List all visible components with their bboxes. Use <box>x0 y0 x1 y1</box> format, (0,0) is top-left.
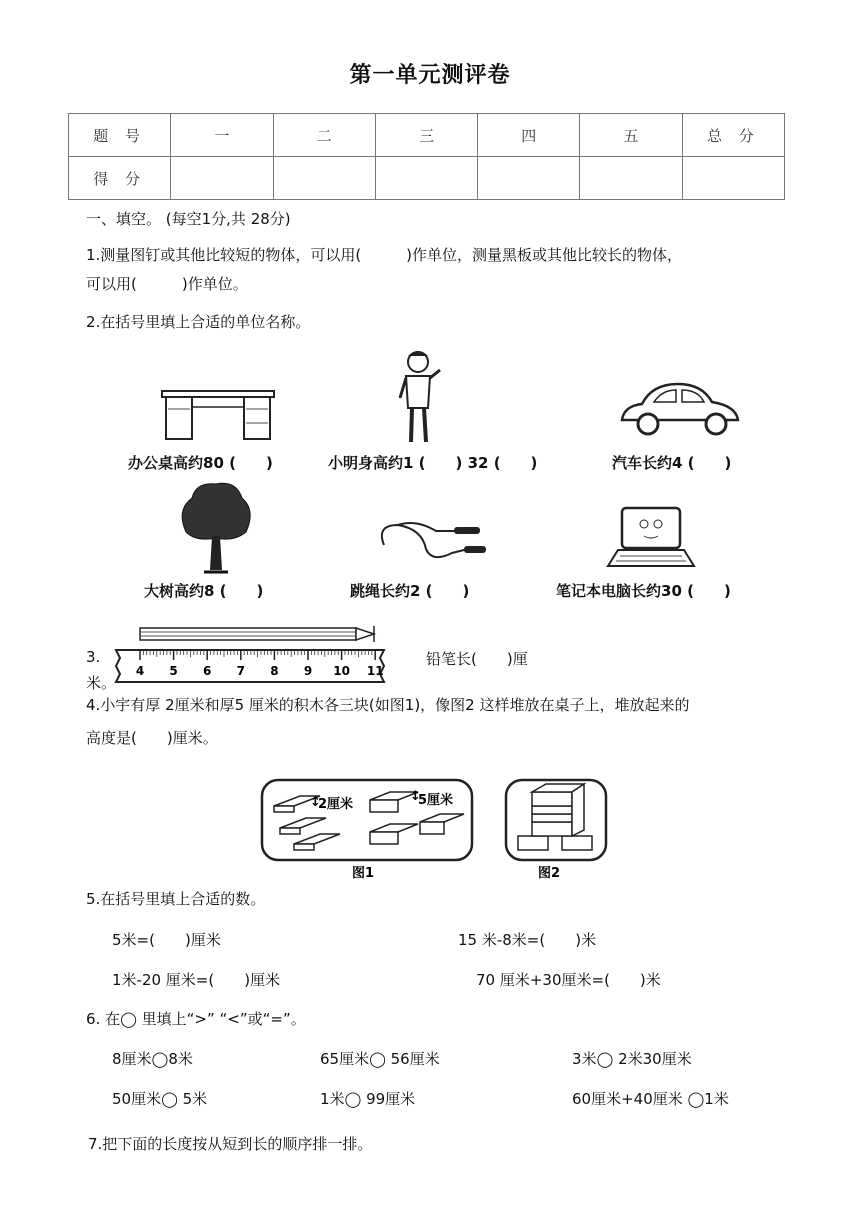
question-1-line-2: 可以用( )作单位。 <box>86 275 248 293</box>
q5-item: 70 厘米+30厘米=( )米 <box>476 971 661 989</box>
score-cell[interactable] <box>580 157 682 200</box>
q5-item: 1米-20 厘米=( )厘米 <box>112 971 281 989</box>
score-header-cell: 四 <box>478 114 580 157</box>
q6-item: 65厘米◯ 56厘米 <box>320 1050 440 1068</box>
ruler-and-pencil <box>112 624 392 690</box>
score-header-cell: 一 <box>171 114 273 157</box>
score-cell[interactable] <box>682 157 784 200</box>
score-table <box>68 113 785 200</box>
ruler-tick-label: 9 <box>303 664 313 678</box>
q6-item: 50厘米◯ 5米 <box>112 1090 208 1108</box>
page-title: 第一单元测评卷 <box>349 63 511 88</box>
ruler-tick-label: 4 <box>135 664 145 678</box>
pencil-icon <box>140 626 374 642</box>
ruler-tick-label: 6 <box>203 664 212 678</box>
question-5-text: 5.在括号里填上合适的数。 <box>86 890 266 908</box>
ruler-tick-label: 5 <box>169 664 178 678</box>
score-header-cell: 题 号 <box>69 114 171 157</box>
figure-1-caption: 图1 <box>352 866 375 881</box>
picture-label-boy: 小明身高约1 ( ) 32 ( ) <box>328 454 538 472</box>
score-cell[interactable] <box>171 157 273 200</box>
question-7-text: 7.把下面的长度按从短到长的顺序排一排。 <box>88 1135 373 1153</box>
score-cell[interactable] <box>478 157 580 200</box>
score-table-header-row <box>69 114 785 157</box>
score-header-cell: 三 <box>375 114 477 157</box>
picture-label-jump-rope: 跳绳长约2 ( ) <box>350 582 470 600</box>
label-5cm-text: 5厘米 <box>418 793 454 808</box>
score-header-cell: 总 分 <box>682 114 784 157</box>
score-cell[interactable] <box>375 157 477 200</box>
q5-item: 5米=( )厘米 <box>112 931 221 949</box>
score-header-cell: 五 <box>580 114 682 157</box>
blocks-figure <box>260 778 610 882</box>
car-icon <box>618 380 742 440</box>
question-1-line-1: 1.测量图钉或其他比较短的物体，可以用( )作单位，测量黑板或其他比较长的物体， <box>86 246 683 264</box>
label-2cm: ↕ <box>310 795 321 810</box>
score-cell[interactable] <box>273 157 375 200</box>
picture-label-desk: 办公桌高约80 ( ) <box>128 454 273 472</box>
ruler-tick-label: 8 <box>270 664 279 678</box>
q6-item: 1米◯ 99厘米 <box>320 1090 416 1108</box>
jump-rope-icon <box>376 515 488 565</box>
laptop-icon <box>604 502 696 572</box>
q6-item: 3米◯ 2米30厘米 <box>572 1050 692 1068</box>
q6-item: 8厘米◯8米 <box>112 1050 193 1068</box>
picture-label-tree: 大树高约8 ( ) <box>144 582 264 600</box>
question-4-line-1: 4.小宇有厚 2厘米和厚5 厘米的积木各三块(如图1)，像图2 这样堆放在桌子上，堆放起来的 <box>86 696 690 714</box>
label-2cm-text: 2厘米 <box>318 797 354 812</box>
section-heading: 一、填空。 (每空1分,共 28分) <box>86 210 291 228</box>
score-header-cell: 二 <box>273 114 375 157</box>
tree-icon <box>176 480 256 576</box>
question-3-number: 3. <box>86 648 101 666</box>
label-5cm-arrow: ↕ <box>410 789 421 804</box>
boy-icon <box>396 348 446 448</box>
picture-label-laptop: 笔记本电脑长约30 ( ) <box>556 582 731 600</box>
score-table-score-row <box>69 157 785 200</box>
q5-item: 15 米-8米=( )米 <box>458 931 597 949</box>
question-3-number-tail: 米。 <box>86 674 117 692</box>
ruler-tick-label: 7 <box>236 664 245 678</box>
picture-label-car: 汽车长约4 ( ) <box>612 454 732 472</box>
question-3-text: 铅笔长( )厘 <box>426 650 528 668</box>
ruler-tick-label: 10 <box>333 664 350 678</box>
ruler-tick-label: 11 <box>366 664 384 678</box>
score-row-label: 得 分 <box>69 157 171 200</box>
question-4-line-2: 高度是( )厘米。 <box>86 729 218 747</box>
figure-2-caption: 图2 <box>538 866 561 881</box>
question-2-text: 2.在括号里填上合适的单位名称。 <box>86 313 311 331</box>
question-6-text: 6. 在◯ 里填上“>” “<”或“=”。 <box>86 1010 306 1028</box>
q6-item: 60厘米+40厘米 ◯1米 <box>572 1090 729 1108</box>
desk-icon <box>160 385 280 445</box>
